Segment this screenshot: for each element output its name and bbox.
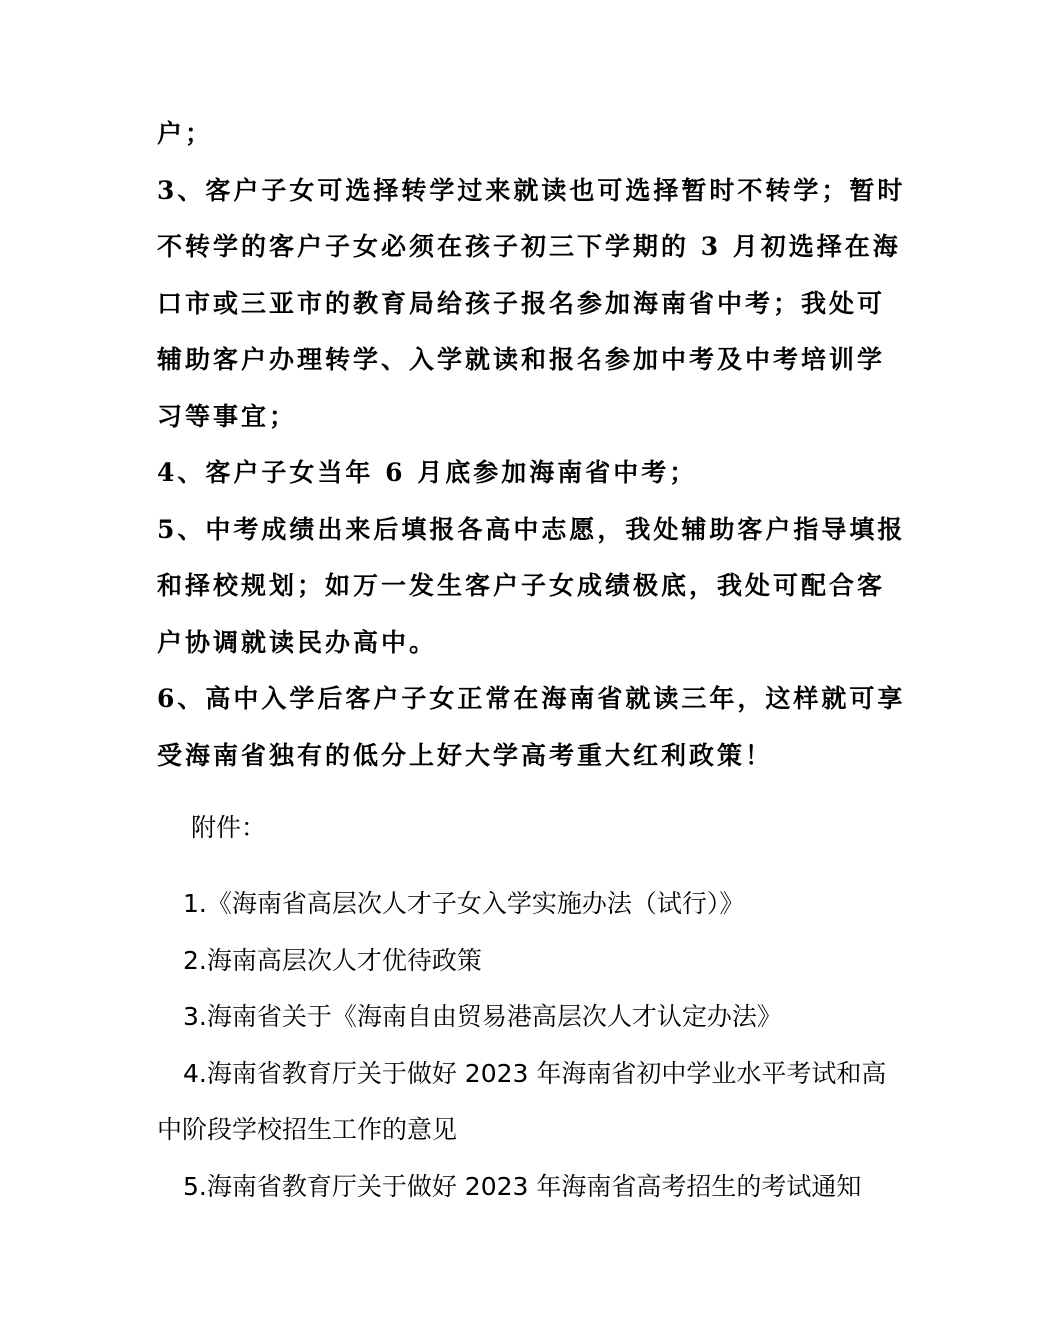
attachment-item: 1.《海南省高层次人才子女入学实施办法（试行）》 [183,889,745,918]
attachment-item: 4.海南省教育厅关于做好 2023 年海南省初中学业水平考试和高中阶段学校招生工作的意见 [157,1058,887,1144]
attachments-title: 附件： [191,813,267,842]
paragraph-item-5: 5、中考成绩出来后填报各高中志愿，我处辅助客户指导填报和择校规划；如万一发生客户子女成绩极底，我处可配合客户协调就读民办高中。 [157,514,906,657]
paragraph-item-6: 6、高中入学后客户子女正常在海南省就读三年，这样就可享受海南省独有的低分上好大学高考重大红利政策！ [157,684,906,770]
body-text [157,106,907,784]
paragraph-item-3: 3、客户子女可选择转学过来就读也可选择暂时不转学；暂时不转学的客户子女必须在孩子初三下学期的 3 月初选择在海口市或三亚市的教育局给孩子报名参加海南省中考；我处可辅助客户办理转学、入学就读和报名参加中考及中考培训学习等事宜； [157,175,906,431]
attachments-list [157,876,907,1215]
attachment-item: 3.海南省关于《海南自由贸易港高层次人才认定办法》 [183,1002,782,1031]
attachment-item: 5.海南省教育厅关于做好 2023 年海南省高考招生的考试通知 [183,1171,862,1201]
paragraph-item-4: 4、客户子女当年 6 月底参加海南省中考； [157,458,698,487]
paragraph-continuation: 户； [157,119,214,148]
attachment-item: 2.海南高层次人才优待政策 [183,945,482,975]
